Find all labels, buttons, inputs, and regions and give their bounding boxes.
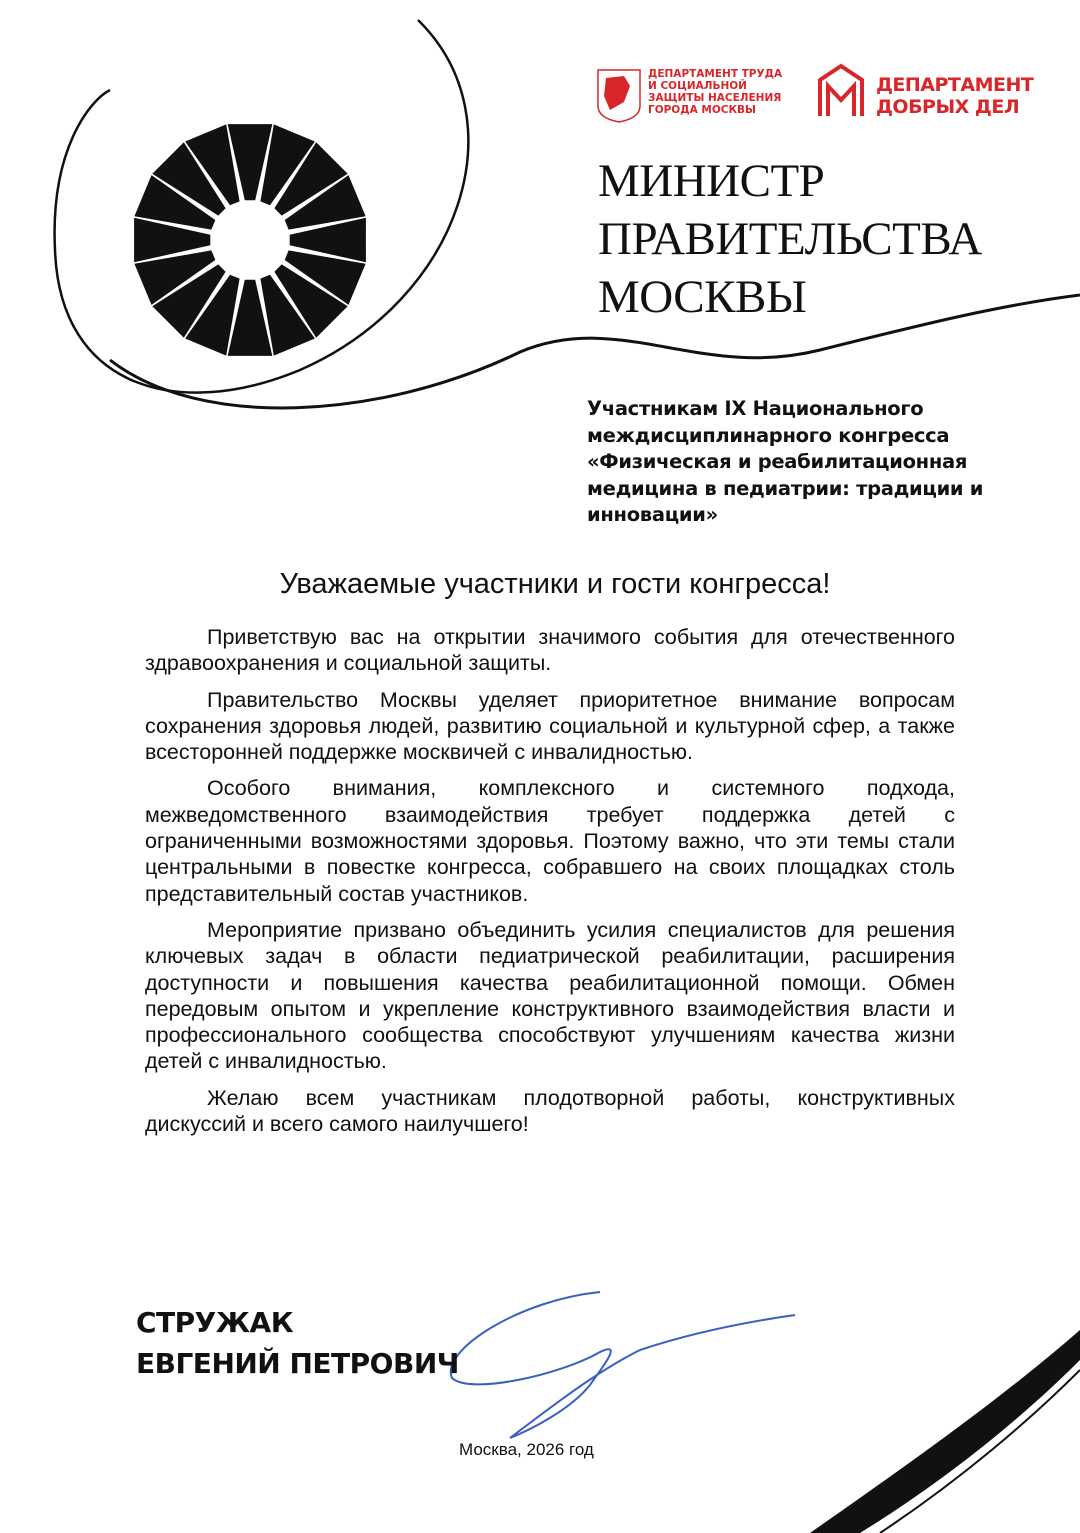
paragraph: Особого внимания, комплексного и системного подхода, межведомственного взаимодействия требует поддержка детей с ограниченными возможностями здоровья. Поэтому важно, что эти темы стали центральными в повестке конгресса, собравшего на своих площадках столь представительный состав участников. — [145, 776, 955, 906]
title-line: ПРАВИТЕЛЬСТВА — [598, 213, 982, 265]
logo-line: ЗАЩИТЫ НАСЕЛЕНИЯ — [648, 92, 782, 104]
letter-body — [145, 624, 955, 1147]
logo-line: ДЕПАРТАМЕНТ — [876, 74, 1034, 96]
logo-line: ДЕПАРТАМЕНТ ТРУДА — [648, 68, 783, 80]
title-line: МОСКВЫ — [598, 271, 807, 323]
logo-line: ДОБРЫХ ДЕЛ — [876, 96, 1020, 118]
sun-emblem-icon — [134, 124, 366, 356]
signer-given-name: ЕВГЕНИЙ ПЕТРОВИЧ — [136, 1347, 459, 1380]
place-date: Москва, 2026 год — [459, 1440, 594, 1459]
moscow-coat-of-arms-icon — [598, 70, 640, 122]
letterhead-title — [598, 152, 982, 326]
paragraph: Правительство Москвы уделяет приоритетное внимание вопросам сохранения здоровья людей, развитию социальной и культурной сфер, а также всесторонней поддержке москвичей с инвалидностью. — [145, 687, 955, 765]
logo-line: ГОРОДА МОСКВЫ — [648, 104, 756, 116]
good-deeds-house-icon — [820, 66, 862, 116]
signer-surname: СТРУЖАК — [136, 1306, 294, 1339]
greeting: Уважаемые участники и гости конгресса! — [279, 568, 831, 600]
signature — [451, 1292, 795, 1438]
signer-name — [136, 1302, 459, 1384]
paragraph: Желаю всем участникам плодотворной работы, конструктивных дискуссий и всего самого наилучшего! — [145, 1085, 955, 1137]
addressee: Участникам IX Национального междисциплинарного конгресса «Физическая и реабилитационная медицина в педиатрии: традиции и инновации» — [587, 397, 984, 526]
title-line: МИНИСТР — [598, 155, 825, 207]
corner-swoosh-thin — [880, 1370, 1080, 1533]
corner-swoosh — [810, 1330, 1080, 1533]
dept-good-deeds-logo-text — [876, 74, 1033, 118]
paragraph: Приветствую вас на открытии значимого события для отечественного здравоохранения и социальной защиты. — [145, 625, 955, 676]
logo-line: И СОЦИАЛЬНОЙ — [648, 80, 747, 92]
paragraph: Мероприятие призвано объединить усилия специалистов для решения ключевых задач в области педиатрической реабилитации, расширения доступности и повышения качества реабилитационной помощи. Обмен передовым опытом и укрепление конструктивного взаимодействия власти и профессионального сообщества способствуют улучшениям качества жизни детей с инвалидностью. — [145, 917, 955, 1074]
dept-labor-logo-text — [648, 68, 782, 116]
